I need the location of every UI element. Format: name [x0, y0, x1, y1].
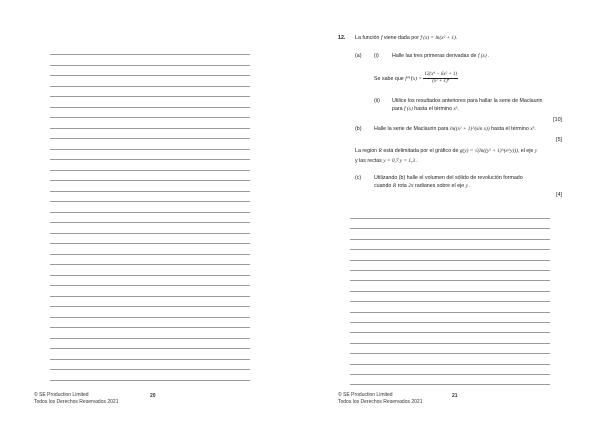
part-c-mid: rota — [397, 183, 407, 189]
part-c-label: (c) — [355, 175, 362, 181]
answer-line — [350, 228, 550, 229]
mark-a: [10] — [553, 117, 562, 123]
part-c-line1: Utilizando (b) halle el volumen del sólido de revolución formado — [374, 175, 523, 181]
answer-line — [50, 369, 250, 370]
part-c-post: radianes sobre el eje — [415, 183, 465, 189]
right-page — [300, 0, 600, 424]
footer-rights: Todos los Derechos Reservados 2021 — [34, 399, 119, 405]
stem-var: f — [380, 35, 383, 41]
answer-line — [50, 54, 250, 55]
mark-c: [4] — [556, 192, 562, 198]
footer-copyright: © SE Production Limited — [338, 392, 393, 398]
answer-line — [350, 384, 550, 385]
answer-line — [50, 128, 250, 129]
part-b-formula: ln((x² + 1)^(sin x)) — [449, 126, 490, 132]
part-c-line2 — [374, 183, 471, 190]
region-R: R — [378, 148, 382, 154]
answer-line — [50, 296, 250, 297]
part-b-post: hasta el término — [491, 126, 529, 132]
answer-line — [350, 249, 550, 250]
answer-line — [350, 322, 550, 323]
part-a-i-formula: f (x) . — [477, 53, 490, 59]
given-derivative — [374, 72, 458, 85]
footer-copyright: © SE Production Limited — [34, 392, 89, 398]
footer-left — [34, 392, 119, 406]
answer-line — [50, 191, 250, 192]
answer-line — [50, 86, 250, 87]
region-formula: g(y) = √(ln((y² + 1)^(e^y))) — [459, 148, 518, 154]
region-pre: La region — [355, 148, 378, 154]
answer-line — [50, 264, 250, 265]
page-number-right: 21 — [452, 393, 458, 399]
answer-line — [50, 275, 250, 276]
answer-line — [350, 280, 550, 281]
answer-line — [350, 270, 550, 271]
part-a-ii-pre: para — [392, 106, 403, 112]
answer-line — [50, 170, 250, 171]
given-fraction — [423, 72, 458, 85]
footer-rights: Todos los Derechos Reservados 2021 — [338, 399, 423, 405]
answer-line — [350, 218, 550, 219]
stem-formula: f (x) = ln(x² + 1). — [420, 35, 458, 41]
stem-pre: La función — [355, 35, 380, 41]
answer-line — [50, 117, 250, 118]
part-a-ii-label: (ii) — [374, 98, 380, 104]
mark-b: [5] — [556, 137, 562, 143]
part-c-angle: 2π — [408, 183, 414, 189]
given-lhs: f⁽⁴⁾(x) = — [405, 75, 422, 82]
answer-line — [50, 65, 250, 66]
part-b-label: (b) — [355, 126, 362, 132]
given-denominator: (x² + 1)⁴ — [432, 79, 450, 84]
region-line2-pre: y las rectas — [355, 158, 382, 164]
answer-line — [50, 359, 250, 360]
answer-line — [350, 291, 550, 292]
answer-line — [50, 149, 250, 150]
answer-line — [50, 180, 250, 181]
page-number-left: 20 — [150, 393, 156, 399]
part-c-pre: cuando — [374, 183, 392, 189]
part-b-term: x⁵. — [530, 126, 536, 132]
answer-line — [350, 374, 550, 375]
answer-line — [350, 353, 550, 354]
answer-line — [350, 239, 550, 240]
part-a-i-text — [392, 53, 489, 60]
question-stem — [355, 35, 457, 42]
answer-line — [350, 343, 550, 344]
part-a-i-label: (i) — [374, 53, 379, 59]
answer-line — [50, 285, 250, 286]
answer-line — [50, 348, 250, 349]
answer-line — [50, 327, 250, 328]
answer-line — [50, 306, 250, 307]
stem-post: viene dada por — [383, 35, 419, 41]
answer-line — [350, 312, 550, 313]
answer-line — [50, 159, 250, 160]
answer-line — [350, 332, 550, 333]
part-c-R: R — [392, 183, 397, 189]
answer-line — [50, 380, 250, 381]
part-a-ii-line2 — [392, 106, 459, 113]
part-a-i-sentence: Halle las tres primeras derivadas de — [392, 53, 477, 59]
given-pre: Se sabe que — [374, 75, 404, 82]
answer-line — [50, 222, 250, 223]
region-mid: está delimitada por el gráfico de — [383, 148, 459, 154]
answer-line — [50, 96, 250, 97]
answer-line — [50, 138, 250, 139]
answer-line — [50, 233, 250, 234]
region-line1 — [355, 148, 537, 155]
answer-line — [350, 301, 550, 302]
answer-line — [50, 254, 250, 255]
part-a-ii-post: hasta el término — [414, 106, 452, 112]
answer-line — [50, 243, 250, 244]
answer-line — [350, 364, 550, 365]
answer-line — [350, 260, 550, 261]
answer-line — [50, 338, 250, 339]
region-post: , el eje — [517, 148, 534, 154]
part-a-ii-term: x⁶. — [453, 106, 459, 112]
part-b-pre: Halle la serie de Maclaurin para — [374, 126, 449, 132]
answer-line — [50, 201, 250, 202]
region-line2-formula: y = 0,7 y = 1,3 . — [383, 158, 418, 164]
part-a-label: (a) — [355, 53, 362, 59]
part-a-ii-f: f (x) — [404, 106, 413, 112]
part-b-text — [374, 126, 536, 133]
answer-line — [50, 212, 250, 213]
region-axis: y — [534, 148, 538, 154]
footer-right — [338, 392, 423, 406]
region-line2 — [355, 158, 418, 165]
answer-line — [50, 317, 250, 318]
given-numerator: 12(x⁴ − 6x² + 1) — [424, 72, 458, 77]
part-a-ii-line1: Utilice los resultados anteriores para hallar la serie de Maclaurin — [392, 98, 543, 104]
part-c-axis: y . — [465, 183, 471, 189]
question-number: 12. — [338, 35, 346, 41]
answer-line — [50, 107, 250, 108]
answer-line — [50, 75, 250, 76]
